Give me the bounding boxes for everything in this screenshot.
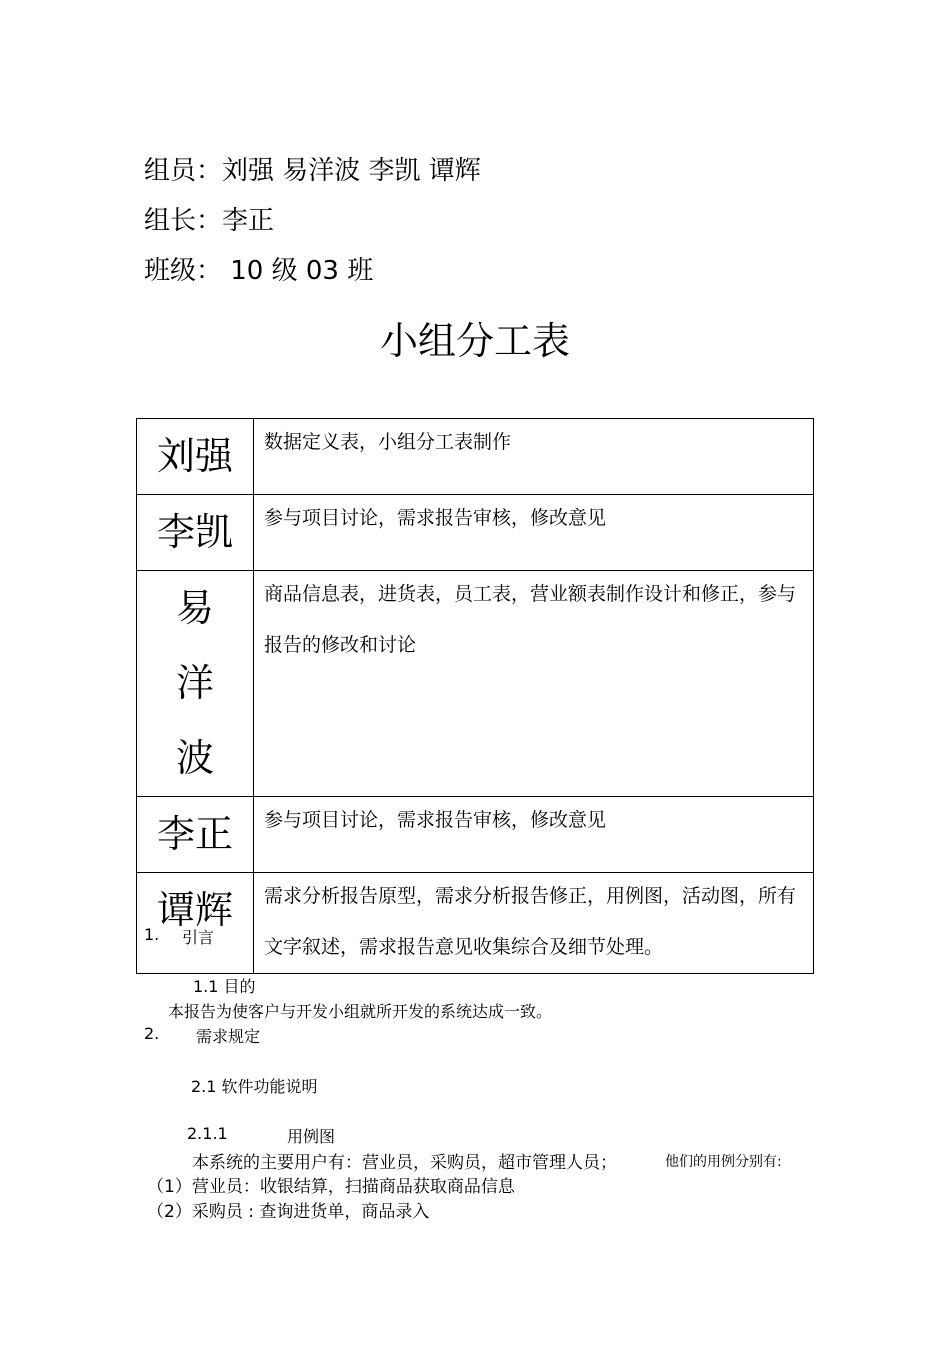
section-2-number: 2. [144,1024,160,1043]
section-1-1-text: 本报告为使客户与开发小组就所开发的系统达成一致。 [168,1002,553,1021]
section-2-1-1-title: 用例图 [287,1127,336,1146]
task-cell [254,873,814,974]
section-2-title: 需求规定 [196,1027,261,1046]
table-row [137,419,814,495]
member-name-cell [137,571,254,797]
users-tail: 他们的用例分别有: [665,1154,782,1170]
task-text: 商品信息表，进货表，员工表，营业额表制作设计和修正，参与报告的修改和讨论 [264,583,797,656]
member-name: 谭辉 [156,888,233,932]
table-row [137,797,814,873]
page-title: 小组分工表 [379,319,570,363]
task-cell [254,495,814,571]
section-1-title: 引言 [182,928,215,947]
leader-line: 组长：李正 [144,206,275,236]
member-name-cell [137,873,254,974]
task-cell [254,571,814,797]
table-row [137,495,814,571]
table-row [137,873,814,974]
task-text: 参与项目讨论，需求报告审核，修改意见 [264,507,607,529]
member-name: 易洋波 [175,586,214,780]
members-line: 组员：刘强 易洋波 李凯 谭辉 [144,156,481,186]
task-cell [254,419,814,495]
task-text: 需求分析报告原型，需求分析报告修正，用例图，活动图，所有文字叙述，需求报告意见收集综合及细节处理。 [264,885,797,958]
member-name-cell [137,797,254,873]
list-item: （1）营业员：收银结算，扫描商品获取商品信息 [147,1177,515,1197]
task-text: 参与项目讨论，需求报告审核，修改意见 [264,809,607,831]
section-2-1-heading: 2.1 软件功能说明 [191,1077,318,1096]
class-line: 班级： 10 级 03 班 [144,256,374,286]
section-1-1-heading: 1.1 目的 [193,977,256,996]
member-name-cell [137,419,254,495]
task-text: 数据定义表，小组分工表制作 [264,431,512,453]
users-line: 本系统的主要用户有：营业员，采购员，超市管理人员； [192,1153,617,1173]
division-table [136,418,814,974]
section-1-number: 1. [144,925,160,944]
list-item: （2）采购员 : 查询进货单，商品录入 [147,1202,430,1222]
member-name: 刘强 [156,434,233,478]
task-cell [254,797,814,873]
member-name: 李凯 [156,510,233,554]
table-row [137,571,814,797]
section-2-1-1-number: 2.1.1 [187,1124,228,1143]
member-name-cell [137,495,254,571]
member-name: 李正 [156,812,233,856]
